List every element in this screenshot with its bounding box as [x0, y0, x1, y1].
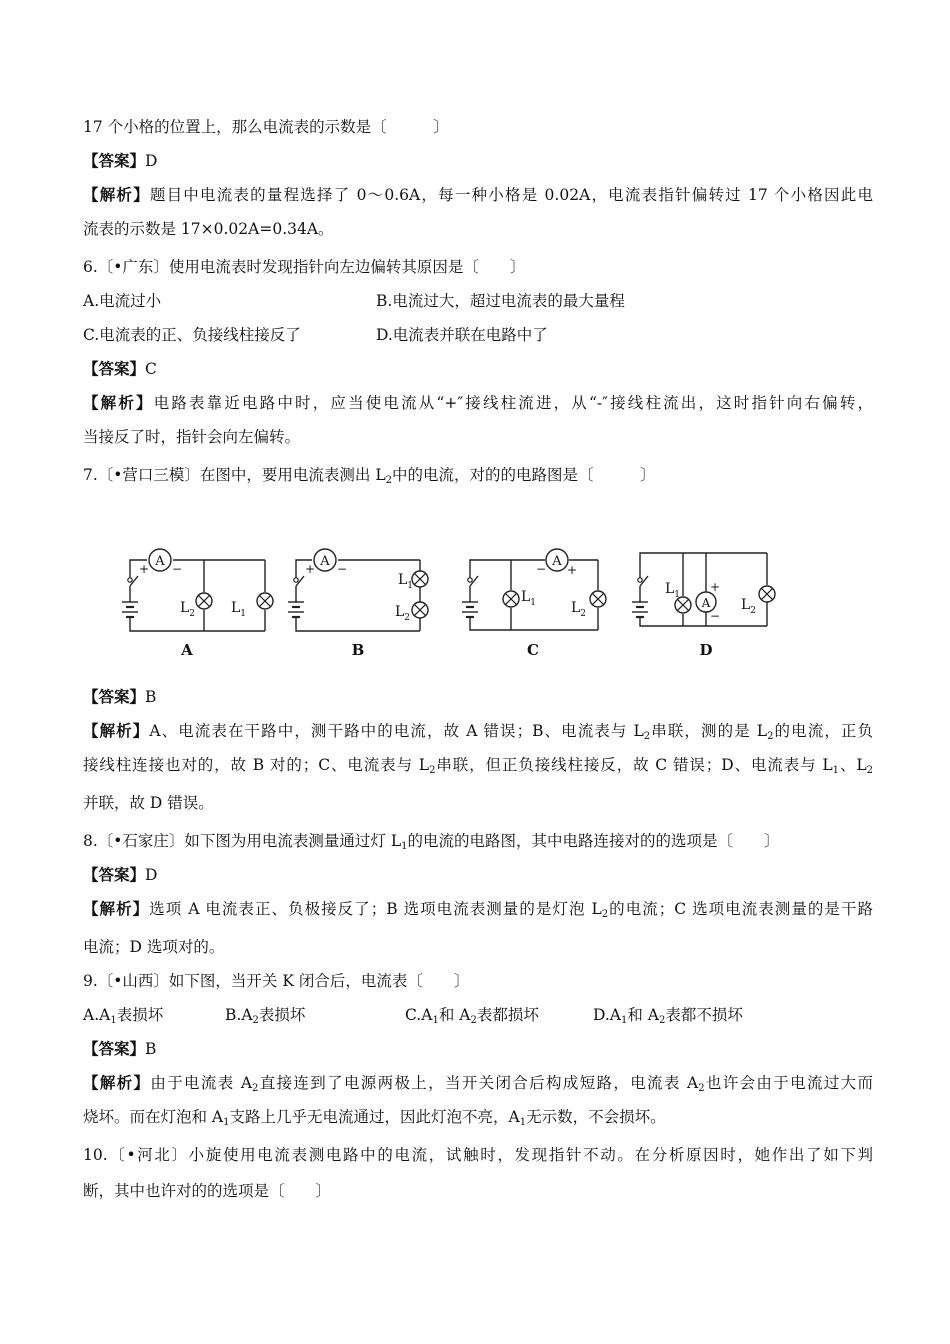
q6-analysis-line-2: 当接反了时，指针会向左偏转。 [83, 428, 301, 446]
figure-caption-a: A [181, 641, 193, 659]
q9-stem: 9.〔•山西〕如下图，当开关 K 闭合后，电流表〔 〕 [83, 972, 470, 990]
battery-icon [632, 602, 648, 617]
subscript: 1 [519, 1117, 527, 1128]
analysis-text: 也许会由于电流过大而 [704, 1074, 873, 1092]
subscript: 2 [601, 909, 609, 920]
lamp-label-l2: $L_2$ [571, 600, 587, 619]
subscript: 2 [698, 1083, 705, 1094]
lamp-icon [257, 593, 273, 609]
analysis-text: 的电流；C 选项电流表测量的是干路 [608, 900, 873, 918]
lamp-label-l2: $L_2$ [395, 604, 411, 623]
q7-stem [83, 465, 873, 485]
plus-sign: + [566, 563, 578, 577]
q7-analysis-line-3: 并联，故 D 错误。 [83, 794, 214, 812]
switch-icon [638, 578, 642, 582]
switch-icon [128, 578, 132, 582]
stem-text: 的电流的电路图，其中电路连接对的的选项是〔 〕 [407, 832, 780, 850]
answer-label: 【答案】 [83, 1039, 146, 1058]
stem-text: 8.〔•石家庄〕如下图为用电流表测量通过灯 L [83, 832, 402, 850]
q5-analysis-line-1 [83, 185, 873, 205]
answer-label: 【答案】 [83, 151, 146, 170]
answer-label: 【答案】 [83, 359, 146, 378]
plus-sign: + [138, 562, 150, 576]
lamp-icon [590, 591, 606, 607]
analysis-text: 直接连到了电源两极上，当开关闭合后构成短路，电流表 A [258, 1074, 699, 1092]
q9-analysis-line-1 [83, 1073, 873, 1093]
subscript: 2 [429, 765, 436, 776]
q9-option-b: $B.A_2$表损坏 [225, 1006, 306, 1026]
minus-sign: − [709, 609, 721, 623]
ammeter-label: A [320, 554, 330, 569]
analysis-text: A、电流表在干路中，测干路中的电流，故 A 错误；B、电流表与 L [149, 722, 644, 740]
battery-icon [288, 602, 304, 617]
subscript: 2 [643, 731, 651, 742]
stem-text: 中的电流，对的的电路图是〔 〕 [392, 466, 656, 484]
lamp-icon [503, 591, 519, 607]
q10-stem-line-1: 10.〔•河北〕小旋使用电流表测电路中的电流，试触时，发现指针不动。在分析原因时，她作出了如下判 [83, 1146, 873, 1164]
q5-answer [83, 151, 873, 171]
lamp-label-l1: $L_1$ [231, 600, 247, 619]
minus-sign: − [336, 562, 348, 576]
answer-value: D [145, 152, 158, 170]
lamp-label-l1: $L_1$ [398, 572, 414, 591]
analysis-text: 选项 A 电流表正、负极接反了；B 选项电流表测量的是灯泡 L [149, 900, 602, 918]
q7-analysis-line-1 [83, 721, 873, 741]
lamp-icon [412, 602, 428, 618]
circuit-c [470, 560, 598, 630]
subscript: 2 [252, 1083, 259, 1094]
subscript: 1 [223, 1117, 230, 1128]
plus-sign: + [709, 580, 721, 594]
q6-answer [83, 359, 873, 379]
analysis-text: 支路上几乎无电流通过，因此灯泡不亮，A [229, 1108, 520, 1126]
analysis-label: 【解析】 [83, 899, 150, 918]
q8-analysis-line-2: 电流；D 选项对的。 [83, 938, 225, 956]
q8-answer [83, 865, 873, 885]
q6-option-d: D.电流表并联在电路中了 [376, 326, 548, 344]
q8-analysis-line-1 [83, 899, 873, 919]
q7-analysis-line-2 [83, 755, 873, 775]
analysis-text: 无示数，不会损坏。 [526, 1108, 666, 1126]
subscript: 1 [832, 765, 840, 776]
lamps [196, 571, 775, 618]
analysis-text: 接线柱连接也对的，故 B 对的；C、电流表与 L [83, 756, 430, 774]
q9-analysis-line-2 [83, 1107, 873, 1127]
battery-icon [122, 602, 138, 617]
q6-stem: 6.〔•广东〕使用电流表时发现指针向左边偏转其原因是〔 〕 [83, 258, 526, 276]
analysis-text: 由于电流表 A [150, 1074, 253, 1092]
analysis-label: 【解析】 [83, 393, 154, 412]
circuit-d [640, 553, 767, 626]
q6-option-c: C.电流表的正、负接线柱接反了 [83, 326, 301, 344]
switch-icon [468, 578, 472, 582]
plus-sign: + [304, 562, 316, 576]
figure-caption-d: D [699, 641, 713, 659]
q7-answer [83, 687, 873, 707]
lamp-label-l1: $L_1$ [521, 589, 537, 608]
analysis-text: 题目中电流表的量程选择了 0～0.6A，每一种小格是 0.02A，电流表指针偏转过 17 个小格因此电 [149, 186, 873, 204]
lamp-icon [759, 586, 775, 602]
q6-analysis-line-1 [83, 393, 873, 413]
analysis-label: 【解析】 [83, 185, 150, 204]
lamp-label-l2: $L_2$ [741, 597, 757, 616]
q6-option-a: A.电流过小 [83, 292, 162, 310]
subscript: 1 [401, 841, 408, 852]
analysis-text: 、L [839, 756, 867, 774]
switch-icon [294, 578, 298, 582]
q5-analysis-line-2: 流表的示数是 17×0.02A=0.34A。 [83, 220, 334, 238]
analysis-text: 烧坏。而在灯泡和 A [83, 1108, 224, 1126]
answer-label: 【答案】 [83, 687, 146, 706]
lamp-label-l2: $L_2$ [180, 600, 196, 619]
lamp-icon [196, 593, 212, 609]
q9-option-a: $A.A_1$表损坏 [83, 1006, 164, 1026]
figure-caption-b: B [351, 641, 365, 659]
answer-value: B [145, 1040, 157, 1058]
answer-value: D [145, 866, 158, 884]
ammeter-label: A [155, 554, 165, 569]
figure-caption-c: C [527, 641, 539, 659]
battery-icon [462, 602, 478, 617]
q8-stem [83, 831, 873, 851]
subscript: 2 [866, 765, 874, 776]
minus-sign: − [535, 562, 547, 576]
q9-option-c: $C.A_1$和 $A_2$表都损坏 [405, 1006, 539, 1026]
q10-stem-line-2: 断，其中也许对的的选项是〔 〕 [83, 1182, 332, 1200]
minus-sign: − [171, 562, 183, 576]
analysis-label: 【解析】 [83, 1073, 151, 1092]
answer-value: C [145, 360, 157, 378]
analysis-text: 串联，但正负接线柱接反，故 C 错误；D、电流表与 L [435, 756, 833, 774]
analysis-text: 串联，测的是 L [650, 722, 768, 740]
subscript: 2 [385, 475, 393, 486]
q5-stem-line: 17 个小格的位置上，那么电流表的示数是〔 〕 [83, 118, 449, 136]
stem-text: 7.〔•营口三模〕在图中，要用电流表测出 L [83, 466, 386, 484]
analysis-text: 的电流，正负 [773, 722, 873, 740]
analysis-text: 电路表靠近电路中时，应当使电流从“+″接线柱流进，从“-″接线柱流出，这时指针向右偏转， [153, 394, 873, 412]
answer-value: B [145, 688, 157, 706]
circuit-diagrams [110, 538, 790, 668]
q6-option-b: B.电流过大，超过电流表的最大量程 [376, 292, 625, 310]
lamp-icon [412, 571, 428, 587]
ammeter-label: A [552, 554, 562, 569]
subscript: 2 [767, 731, 774, 742]
analysis-label: 【解析】 [83, 721, 150, 740]
answer-label: 【答案】 [83, 865, 146, 884]
ammeter-label: A [701, 596, 711, 610]
lamp-label-l1: $L_1$ [665, 581, 681, 600]
q9-answer [83, 1039, 873, 1059]
q9-option-d: $D.A_1$和 $A_2$表都不损坏 [593, 1006, 743, 1026]
